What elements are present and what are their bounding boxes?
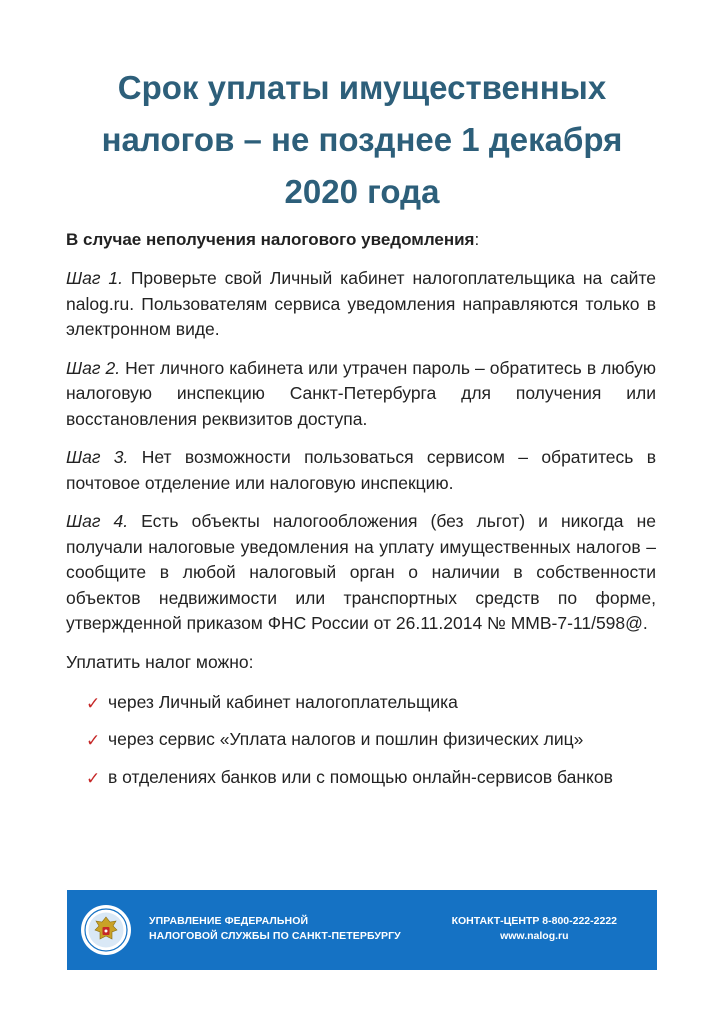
step-4	[66, 509, 656, 637]
payment-methods-list	[66, 690, 656, 791]
step-label: Шаг 1.	[66, 268, 123, 288]
checkmark-icon: ✓	[86, 731, 101, 750]
organization-name	[149, 914, 401, 944]
payment-method-text: через сервис «Уплата налогов и пошлин физических лиц»	[108, 729, 584, 749]
step-1	[66, 266, 656, 343]
org-line-2: НАЛОГОВОЙ СЛУЖБЫ ПО САНКТ-ПЕТЕРБУРГУ	[149, 930, 401, 942]
checkmark-icon: ✓	[86, 693, 101, 713]
intro-text: В случае неполучения налогового уведомления	[66, 230, 475, 249]
title-line-3: 2020 года	[284, 173, 440, 210]
step-text: Нет личного кабинета или утрачен пароль – обратитесь в любую налоговую инспекцию Санкт-Петербурга для получения или восстановления реквизитов доступа.	[66, 357, 656, 429]
website-link[interactable]: www.nalog.ru	[500, 930, 569, 942]
contact-info	[452, 914, 617, 944]
page-title	[40, 62, 684, 218]
org-line-1: УПРАВЛЕНИЕ ФЕДЕРАЛЬНОЙ	[149, 915, 309, 927]
list-item	[86, 727, 656, 753]
step-text: Проверьте свой Личный кабинет налогоплательщика на сайте nalog.ru. Пользователям сервиса уведомления направляются только в электронном виде.	[66, 268, 656, 339]
list-item	[86, 690, 656, 716]
title-line-1: Срок уплаты имущественных	[117, 69, 607, 106]
fns-emblem-icon	[79, 903, 133, 957]
payment-method-text: через Личный кабинет налогоплательщика	[108, 691, 458, 712]
payment-method-text: в отделениях банков или с помощью онлайн-сервисов банков	[108, 766, 613, 787]
intro-heading	[66, 228, 656, 252]
step-2	[66, 356, 656, 433]
main-content	[66, 228, 656, 802]
step-label: Шаг 4.	[66, 511, 129, 531]
step-3	[66, 445, 656, 496]
list-item	[86, 765, 656, 791]
step-text: Есть объекты налогообложения (без льгот) и никогда не получали налоговые уведомления на уплату имущественных налогов – сообщите в любой налоговый орган о наличии в собственности объектов недвижимости или транспортных средств по форме, утвержденной приказом ФНС России от 26.11.2014 № ММВ-7-11/598@.	[66, 511, 656, 633]
checkmark-icon: ✓	[86, 768, 101, 788]
contact-center-phone: КОНТАКТ-ЦЕНТР 8-800-222-2222	[451, 915, 617, 927]
step-label: Шаг 2.	[66, 357, 121, 378]
step-label: Шаг 3.	[66, 447, 129, 467]
footer-banner	[67, 890, 657, 970]
step-text: Нет возможности пользоваться сервисом – обратитесь в почтовое отделение или налоговую инспекцию.	[66, 447, 656, 493]
intro-colon: :	[474, 230, 480, 249]
title-line-2: налогов – не позднее 1 декабря	[101, 121, 623, 158]
payment-heading: Уплатить налог можно:	[66, 651, 254, 672]
